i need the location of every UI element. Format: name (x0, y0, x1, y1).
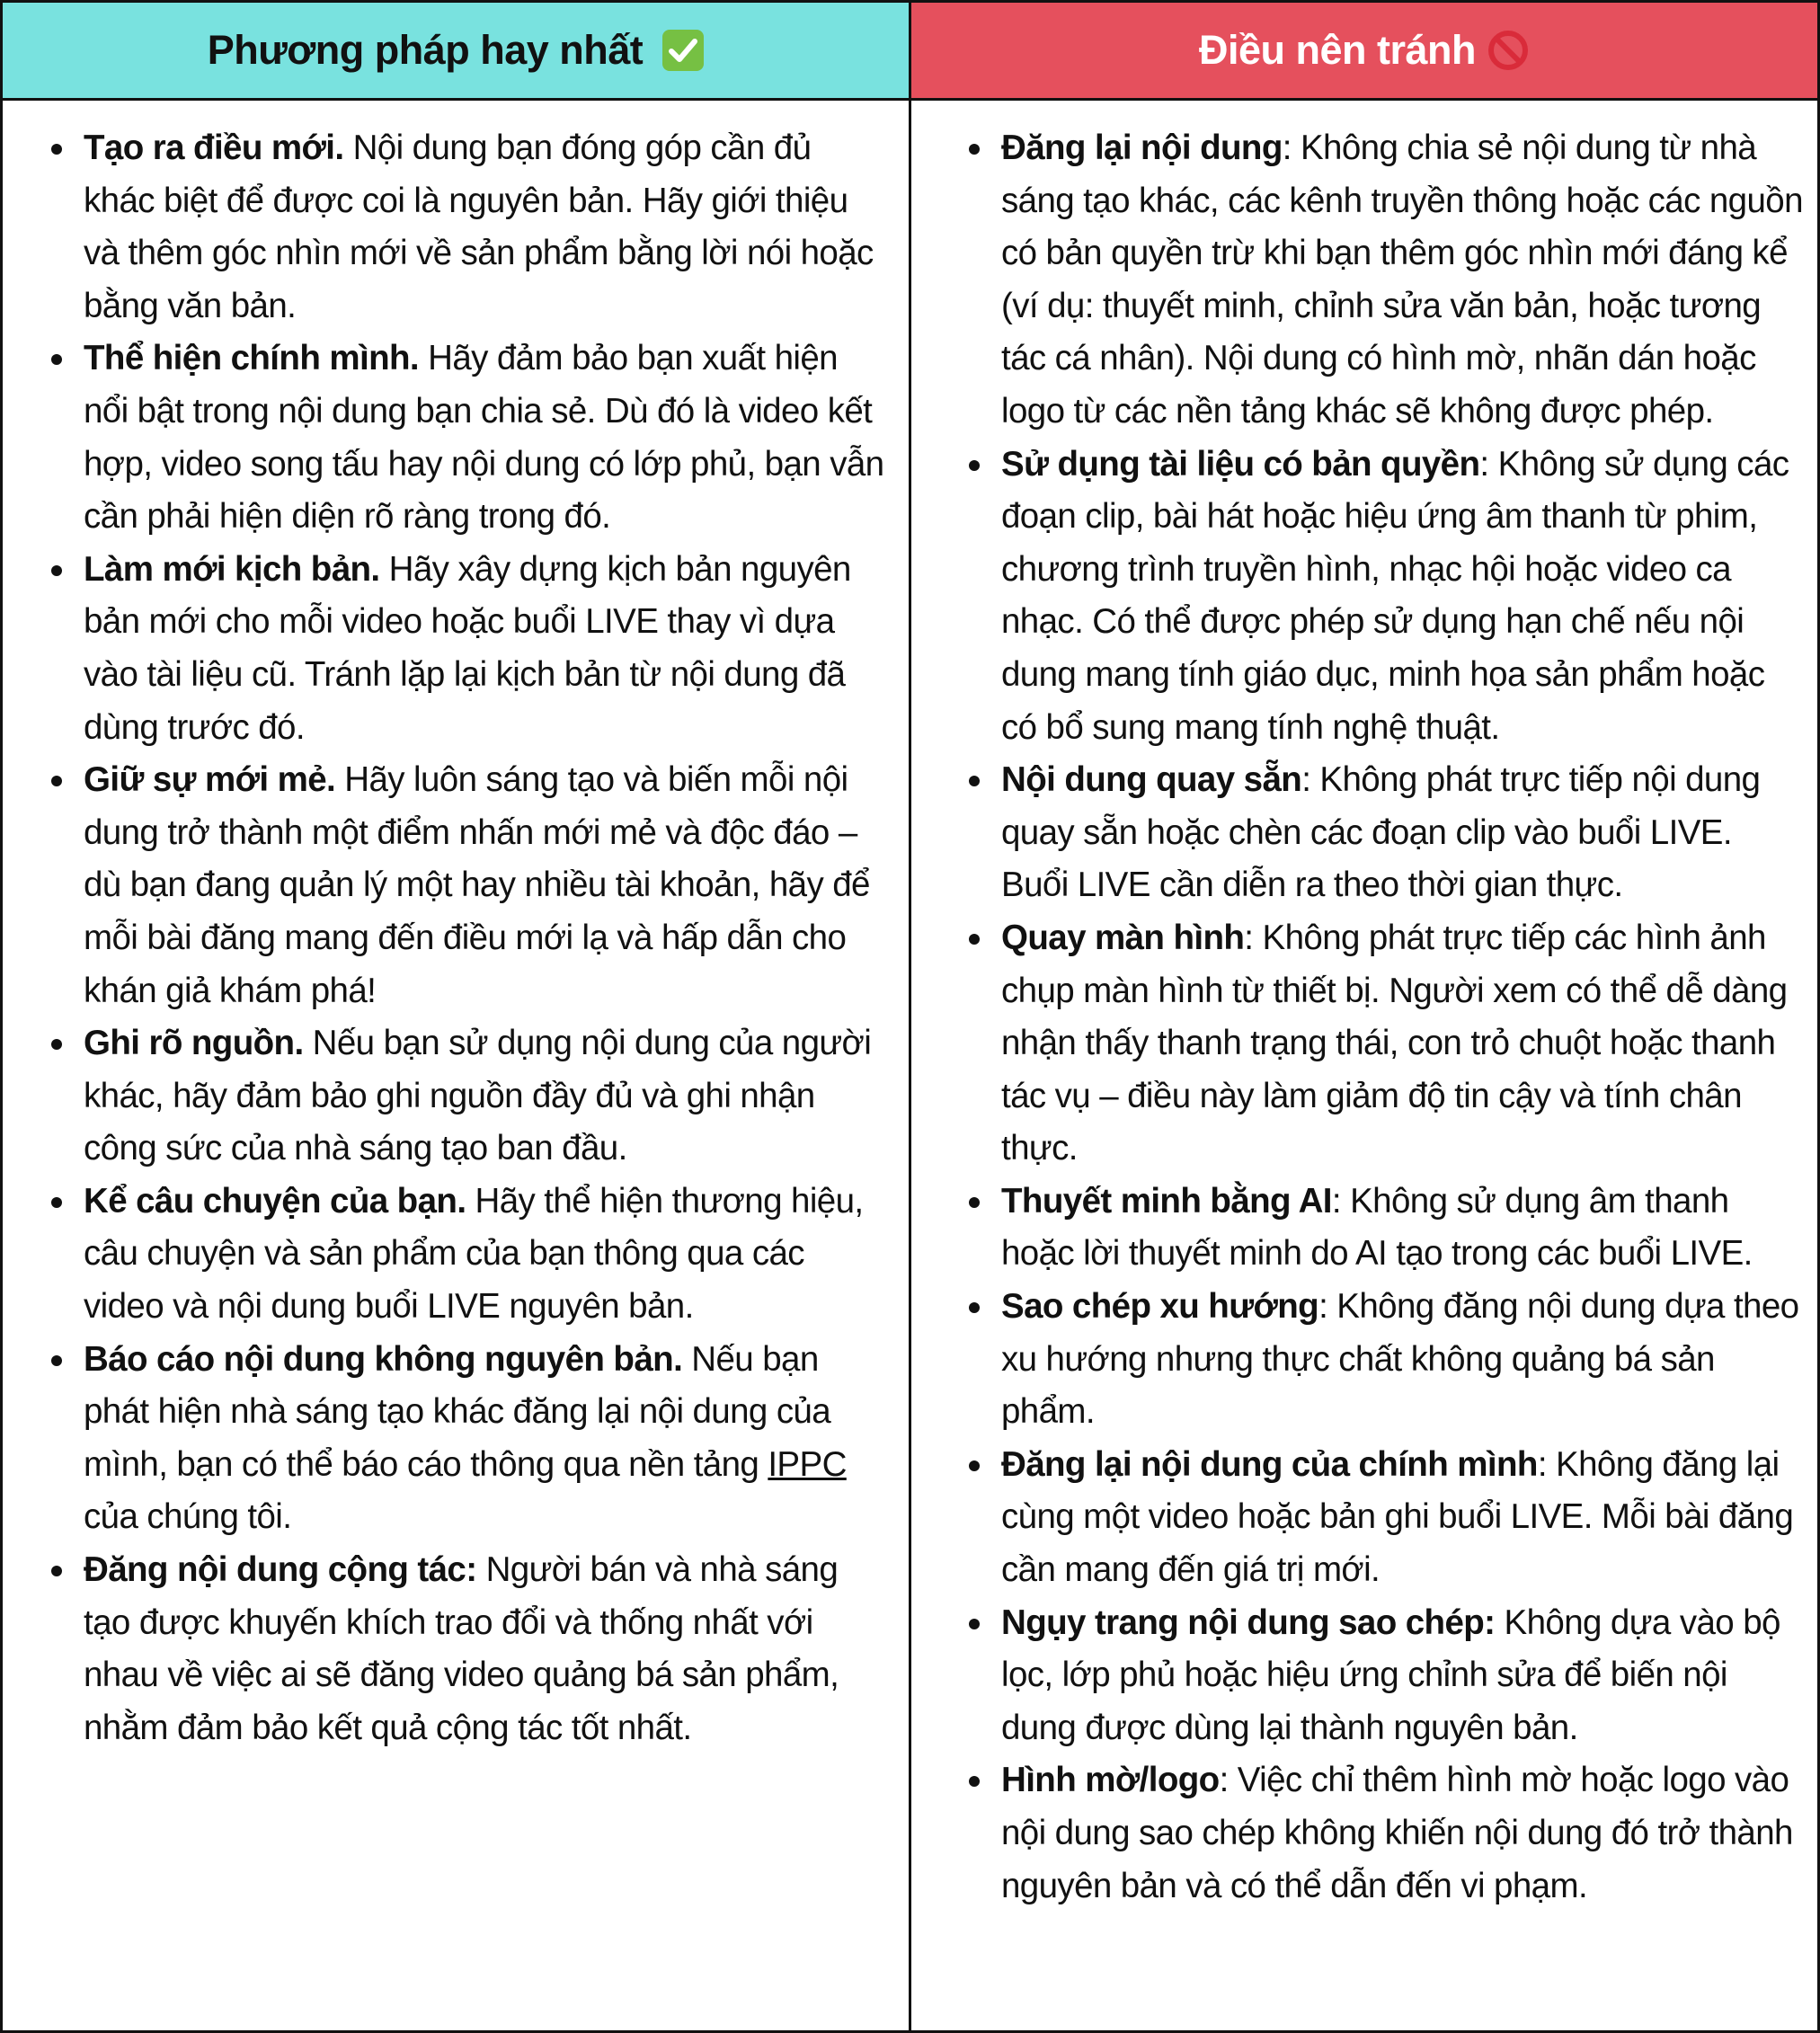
item-text: Không dựa vào bộ lọc, lớp phủ hoặc hiệu ứng chỉnh sửa để biến nội dung được dùng lại thành nguyên bản. (1001, 1602, 1780, 1747)
avoid-header (911, 3, 1817, 101)
check-mark-icon (662, 30, 704, 71)
item-title: Báo cáo nội dung không nguyên bản. (84, 1339, 683, 1379)
item-title: Tạo ra điều mới. (84, 129, 344, 167)
list-item (1001, 1754, 1805, 1913)
item-title: Đăng lại nội dung (1001, 129, 1283, 167)
best-practices-title: Phương pháp hay nhất (207, 27, 644, 73)
item-title: Thể hiện chính mình. (84, 339, 420, 378)
list-item (84, 544, 891, 754)
item-text: Nếu bạn sử dụng nội dung của người khác, hãy đảm bảo ghi nguồn đầy đủ và ghi nhận công sức của nhà sáng tạo ban đầu. (84, 1024, 872, 1168)
item-title: Sử dụng tài liệu có bản quyền (1001, 444, 1480, 484)
item-text: Hãy xây dựng kịch bản nguyên bản mới cho mỗi video hoặc buổi LIVE thay vì dựa vào tài liệu cũ. Tránh lặp lại kịch bản từ nội dung đã dùng trước đó. (84, 549, 851, 747)
item-text-after: của chúng tôi. (84, 1497, 292, 1537)
item-title: Hình mờ/logo (1001, 1761, 1220, 1800)
list-item (84, 754, 891, 1017)
list-item (84, 333, 891, 543)
list-item (1001, 1176, 1805, 1281)
avoid-column (911, 3, 1817, 2030)
item-title: Quay màn hình (1001, 918, 1245, 957)
list-item (1001, 754, 1805, 912)
best-practices-list (3, 101, 909, 1754)
item-text: Người bán và nhà sáng tạo được khuyến khích trao đổi và thống nhất với nhau về việc ai sẽ đăng video quảng bá sản phẩm, nhằm đảm bảo kết quả cộng tác tốt nhất. (84, 1550, 839, 1747)
item-title: Đăng lại nội dung của chính mình (1001, 1444, 1538, 1484)
item-text: Nội dung bạn đóng góp cần đủ khác biệt để được coi là nguyên bản. Hãy giới thiệu và thêm góc nhìn mới về sản phẩm bằng lời nói hoặc bằng văn bản. (84, 129, 874, 325)
list-item (84, 1544, 891, 1754)
item-text: Hãy luôn sáng tạo và biến mỗi nội dung trở thành một điểm nhấn mới mẻ và độc đáo – dù bạn đang quản lý một hay nhiều tài khoản, hãy để mỗi bài đăng mang đến điều mới lạ và hấp dẫn cho khán giả khám phá! (84, 760, 870, 1010)
item-text: : Việc chỉ thêm hình mờ hoặc logo vào nội dung sao chép không khiến nội dung đó trở thành nguyên bản và có thể dẫn đến vi phạm. (1001, 1761, 1793, 1905)
item-title: Sao chép xu hướng (1001, 1287, 1319, 1327)
list-item (1001, 1281, 1805, 1439)
list-item (1001, 912, 1805, 1176)
item-title: Đăng nội dung cộng tác: (84, 1550, 477, 1590)
item-title: Ghi rõ nguồn. (84, 1024, 304, 1063)
best-practices-header (3, 3, 909, 101)
avoid-list (911, 101, 1817, 1913)
item-title: Làm mới kịch bản. (84, 549, 380, 589)
item-text: Hãy đảm bảo bạn xuất hiện nổi bật trong nội dung bạn chia sẻ. Dù đó là video kết hợp, video song tấu hay nội dung có lớp phủ, bạn vẫn cần phải hiện diện rõ ràng trong đó. (84, 339, 884, 537)
item-title: Nội dung quay sẵn (1001, 760, 1302, 800)
item-text: Hãy thể hiện thương hiệu, câu chuyện và sản phẩm của bạn thông qua các video và nội dung buổi LIVE nguyên bản. (84, 1181, 864, 1327)
list-item (1001, 1597, 1805, 1755)
list-item (1001, 122, 1805, 439)
item-text: : Không sử dụng các đoạn clip, bài hát hoặc hiệu ứng âm thanh từ phim, chương trình truyền hình, nhạc hội hoặc video ca nhạc. Có thể được phép sử dụng hạn chế nếu nội dung mang tính giáo dục, minh họa sản phẩm hoặc có bổ sung mang tính nghệ thuật. (1001, 444, 1789, 747)
item-title: Giữ sự mới mẻ. (84, 760, 336, 800)
list-item (84, 1176, 891, 1334)
list-item (84, 122, 891, 333)
item-title: Kể câu chuyện của bạn. (84, 1181, 466, 1221)
item-title: Ngụy trang nội dung sao chép: (1001, 1602, 1496, 1642)
item-text: : Không đăng nội dung dựa theo xu hướng nhưng thực chất không quảng bá sản phẩm. (1001, 1287, 1799, 1432)
list-item (1001, 1439, 1805, 1597)
ippc-link[interactable]: IPPC (768, 1444, 847, 1484)
list-item (1001, 439, 1805, 755)
item-text: : Không phát trực tiếp nội dung quay sẵn hoặc chèn các đoạn clip vào buổi LIVE. Buổi LIVE cần diễn ra theo thời gian thực. (1001, 760, 1761, 905)
item-text: : Không sử dụng âm thanh hoặc lời thuyết minh do AI tạo trong các buổi LIVE. (1001, 1181, 1753, 1274)
best-practices-column (3, 3, 911, 2030)
item-title: Thuyết minh bằng AI (1001, 1181, 1332, 1221)
item-text: : Không chia sẻ nội dung từ nhà sáng tạo khác, các kênh truyền thông hoặc các nguồn có bản quyền trừ khi bạn thêm góc nhìn mới đáng kể (ví dụ: thuyết minh, chỉnh sửa văn bản, hoặc tương tác cá nhân). Nội dung có hình mờ, nhãn dán hoặc logo từ các nền tảng khác sẽ không được phép. (1001, 129, 1803, 431)
list-item (84, 1017, 891, 1176)
item-text: : Không đăng lại cùng một video hoặc bản ghi buổi LIVE. Mỗi bài đăng cần mang đến giá trị mới. (1001, 1444, 1794, 1590)
item-text: : Không phát trực tiếp các hình ảnh chụp màn hình từ thiết bị. Người xem có thể dễ dàng nhận thấy thanh trạng thái, con trỏ chuột hoặc thanh tác vụ – điều này làm giảm độ tin cậy và tính chân thực. (1001, 918, 1788, 1168)
avoid-title: Điều nên tránh (1198, 27, 1477, 73)
list-item (84, 1334, 891, 1544)
item-text: Nếu bạn phát hiện nhà sáng tạo khác đăng lại nội dung của mình, bạn có thể báo cáo thông qua nền tảng (84, 1339, 831, 1484)
prohibited-icon (1487, 29, 1530, 72)
